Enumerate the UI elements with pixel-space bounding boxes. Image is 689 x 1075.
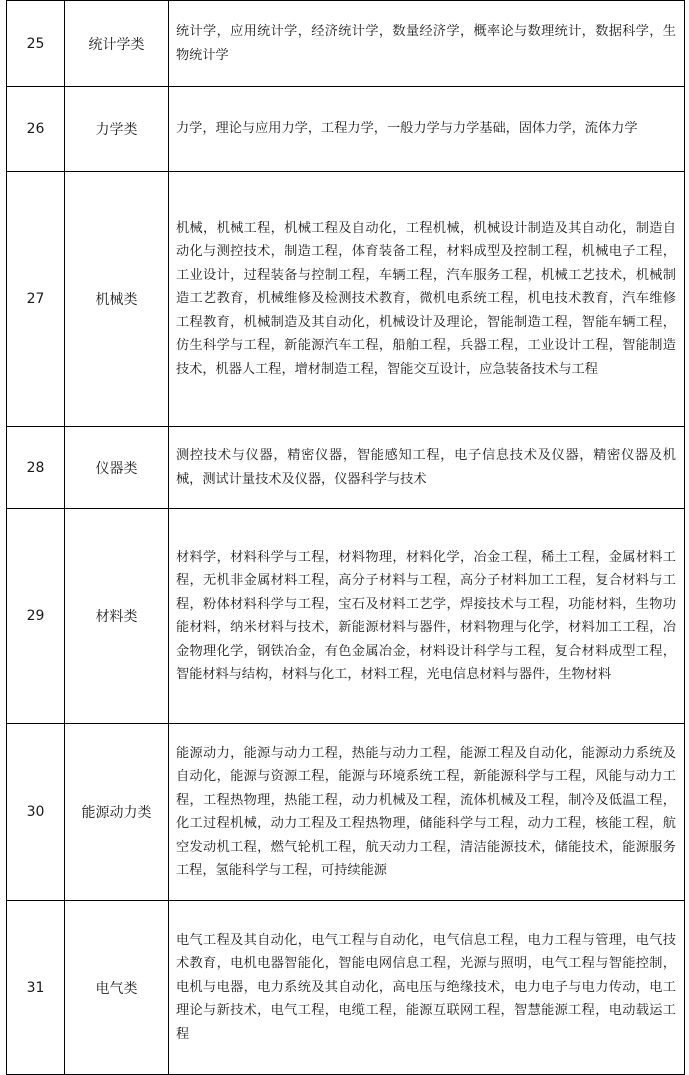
table-row: [7, 87, 685, 172]
category-name: 机械类: [65, 172, 169, 427]
majors-list: 测控技术与仪器，精密仪器，智能感知工程，电子信息技术及仪器，精密仪器及机械，测试计量技术及仪器，仪器科学与技术: [169, 427, 685, 509]
category-name: 力学类: [65, 87, 169, 172]
row-number: 30: [7, 724, 65, 901]
table-row: [7, 427, 685, 509]
row-number: 29: [7, 509, 65, 724]
category-name: 材料类: [65, 509, 169, 724]
category-name: 能源动力类: [65, 724, 169, 901]
majors-list: 机械，机械工程，机械工程及自动化，工程机械，机械设计制造及其自动化，制造自动化与测控技术，制造工程，体育装备工程，材料成型及控制工程，机械电子工程，工业设计，过程装备与控制工程，车辆工程，汽车服务工程，机械工艺技术，机械制造工艺教育，机械维修及检测技术教育，微机电系统工程，机电技术教育，汽车维修工程教育，机械制造及其自动化，机械设计及理论，智能制造工程，智能车辆工程，仿生科学与工程，新能源汽车工程，船舶工程，兵器工程，工业设计工程，智能制造技术，机器人工程，增材制造工程，智能交互设计，应急装备技术与工程: [169, 172, 685, 427]
row-number: 28: [7, 427, 65, 509]
table-row: [7, 901, 685, 1075]
majors-list: 力学，理论与应用力学，工程力学，一般力学与力学基础，固体力学，流体力学: [169, 87, 685, 172]
majors-list: 电气工程及其自动化，电气工程与自动化，电气信息工程，电力工程与管理，电气技术教育，电机电器智能化，智能电网信息工程，光源与照明，电气工程与智能控制，电机与电器，电力系统及其自动化，高电压与绝缘技术，电力电子与电力传动，电工理论与新技术，电气工程，电缆工程，能源互联网工程，智慧能源工程，电动载运工程: [169, 901, 685, 1075]
majors-list: 材料学，材料科学与工程，材料物理，材料化学，冶金工程，稀土工程，金属材料工程，无机非金属材料工程，高分子材料与工程，高分子材料加工工程，复合材料与工程，粉体材料科学与工程，宝石及材料工艺学，焊接技术与工程，功能材料，生物功能材料，纳米材料与技术，新能源材料与器件，材料物理与化学，材料加工工程，冶金物理化学，钢铁冶金，有色金属冶金，材料设计科学与工程，复合材料成型工程，智能材料与结构，材料与化工，材料工程，光电信息材料与器件，生物材料: [169, 509, 685, 724]
category-name: 电气类: [65, 901, 169, 1075]
table-row: [7, 172, 685, 427]
majors-table: [6, 0, 685, 1075]
majors-list: 能源动力，能源与动力工程，热能与动力工程，能源工程及自动化，能源动力系统及自动化，能源与资源工程，能源与环境系统工程，新能源科学与工程，风能与动力工程，工程热物理，热能工程，动力机械及工程，流体机械及工程，制冷及低温工程，化工过程机械，动力工程及工程热物理，储能科学与工程，动力工程，核能工程，航空发动机工程，燃气轮机工程，航天动力工程，清洁能源技术，储能技术，能源服务工程，氢能科学与工程，可持续能源: [169, 724, 685, 901]
table-row: [7, 1, 685, 87]
row-number: 31: [7, 901, 65, 1075]
table-row: [7, 509, 685, 724]
table-row: [7, 724, 685, 901]
row-number: 27: [7, 172, 65, 427]
category-name: 仪器类: [65, 427, 169, 509]
row-number: 26: [7, 87, 65, 172]
row-number: 25: [7, 1, 65, 87]
category-name: 统计学类: [65, 1, 169, 87]
majors-list: 统计学，应用统计学，经济统计学，数量经济学，概率论与数理统计，数据科学，生物统计学: [169, 1, 685, 87]
